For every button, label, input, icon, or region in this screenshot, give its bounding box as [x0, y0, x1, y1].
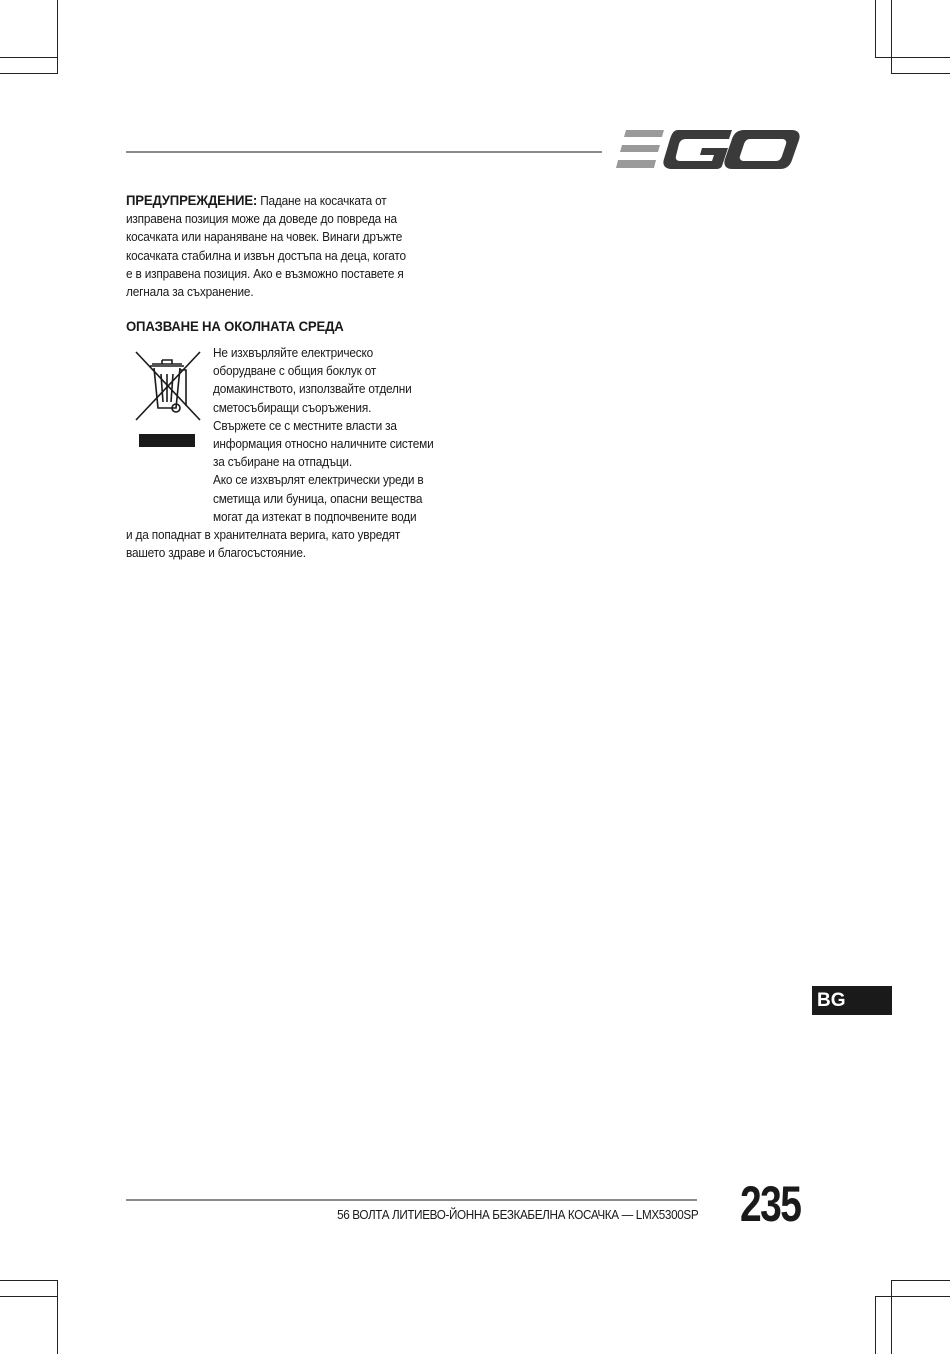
crop-mark	[875, 57, 950, 58]
crop-mark	[0, 1280, 57, 1281]
warning-line: изправена позиция може да доведе до повреда на	[126, 212, 397, 227]
environment-line: за събиране на отпадъци.	[213, 455, 352, 470]
environment-line: вашето здраве и благосъстояние.	[126, 546, 306, 561]
warning-line: косачката или нараняване на човек. Винаги дръжте	[126, 230, 403, 245]
environment-line: сметища или буница, опасни вещества	[213, 491, 423, 506]
crop-mark	[875, 1296, 876, 1354]
footer-product-title: 56 ВОЛТА ЛИТИЕВО-ЙОННА БЕЗКАБЕЛНА КОСАЧКА — LMX5300SP	[336, 1207, 698, 1222]
ego-logo	[616, 128, 800, 172]
environment-line: сметосъбиращи съоръжения.	[213, 400, 372, 415]
crop-mark	[57, 0, 58, 74]
crop-mark	[875, 1296, 950, 1297]
warning-line: е в изправена позиция. Ако е възможно поставете я	[126, 266, 404, 281]
section-heading: ОПАЗВАНЕ НА ОКОЛНАТА СРЕДА	[126, 318, 344, 334]
crop-mark	[875, 0, 876, 57]
environment-line: домакинството, използвайте отделни	[213, 382, 412, 397]
warning-line: Падане на косачката от	[260, 194, 387, 208]
environment-line: информация относно наличните системи	[213, 437, 434, 452]
environment-line: и да попаднат в хранителната верига, като увредят	[126, 528, 401, 542]
crop-mark	[0, 1296, 57, 1297]
header-rule	[126, 151, 602, 153]
crop-mark	[891, 1280, 892, 1354]
crop-mark	[891, 73, 950, 74]
warning-line: косачката стабилна и извън достъпа на деца, когато	[126, 248, 406, 263]
crop-mark	[891, 0, 892, 74]
environment-line: Не изхвърляйте електрическо	[213, 346, 374, 360]
warning-paragraph	[126, 191, 446, 301]
environment-text	[213, 344, 456, 526]
page-number: 235	[740, 1176, 801, 1232]
environment-text-continued	[126, 526, 446, 562]
warning-line: легнала за съхранение.	[126, 285, 254, 300]
environment-line: Свържете се с местните власти за	[213, 418, 397, 433]
crop-mark	[0, 57, 57, 58]
crossed-out-wheelie-bin-icon	[130, 346, 206, 450]
environment-line: Ако се изхвърлят електрически уреди в	[213, 473, 424, 488]
crop-mark	[57, 1280, 58, 1354]
footer-rule	[126, 1199, 697, 1201]
warning-label: ПРЕДУПРЕЖДЕНИЕ:	[126, 192, 258, 208]
crop-mark	[0, 73, 57, 74]
environment-line: оборудване с общия боклук от	[213, 364, 377, 379]
environment-line: могат да изтекат в подпочвените води	[213, 509, 417, 524]
crop-mark	[891, 1280, 950, 1281]
language-tab: BG	[812, 986, 892, 1015]
